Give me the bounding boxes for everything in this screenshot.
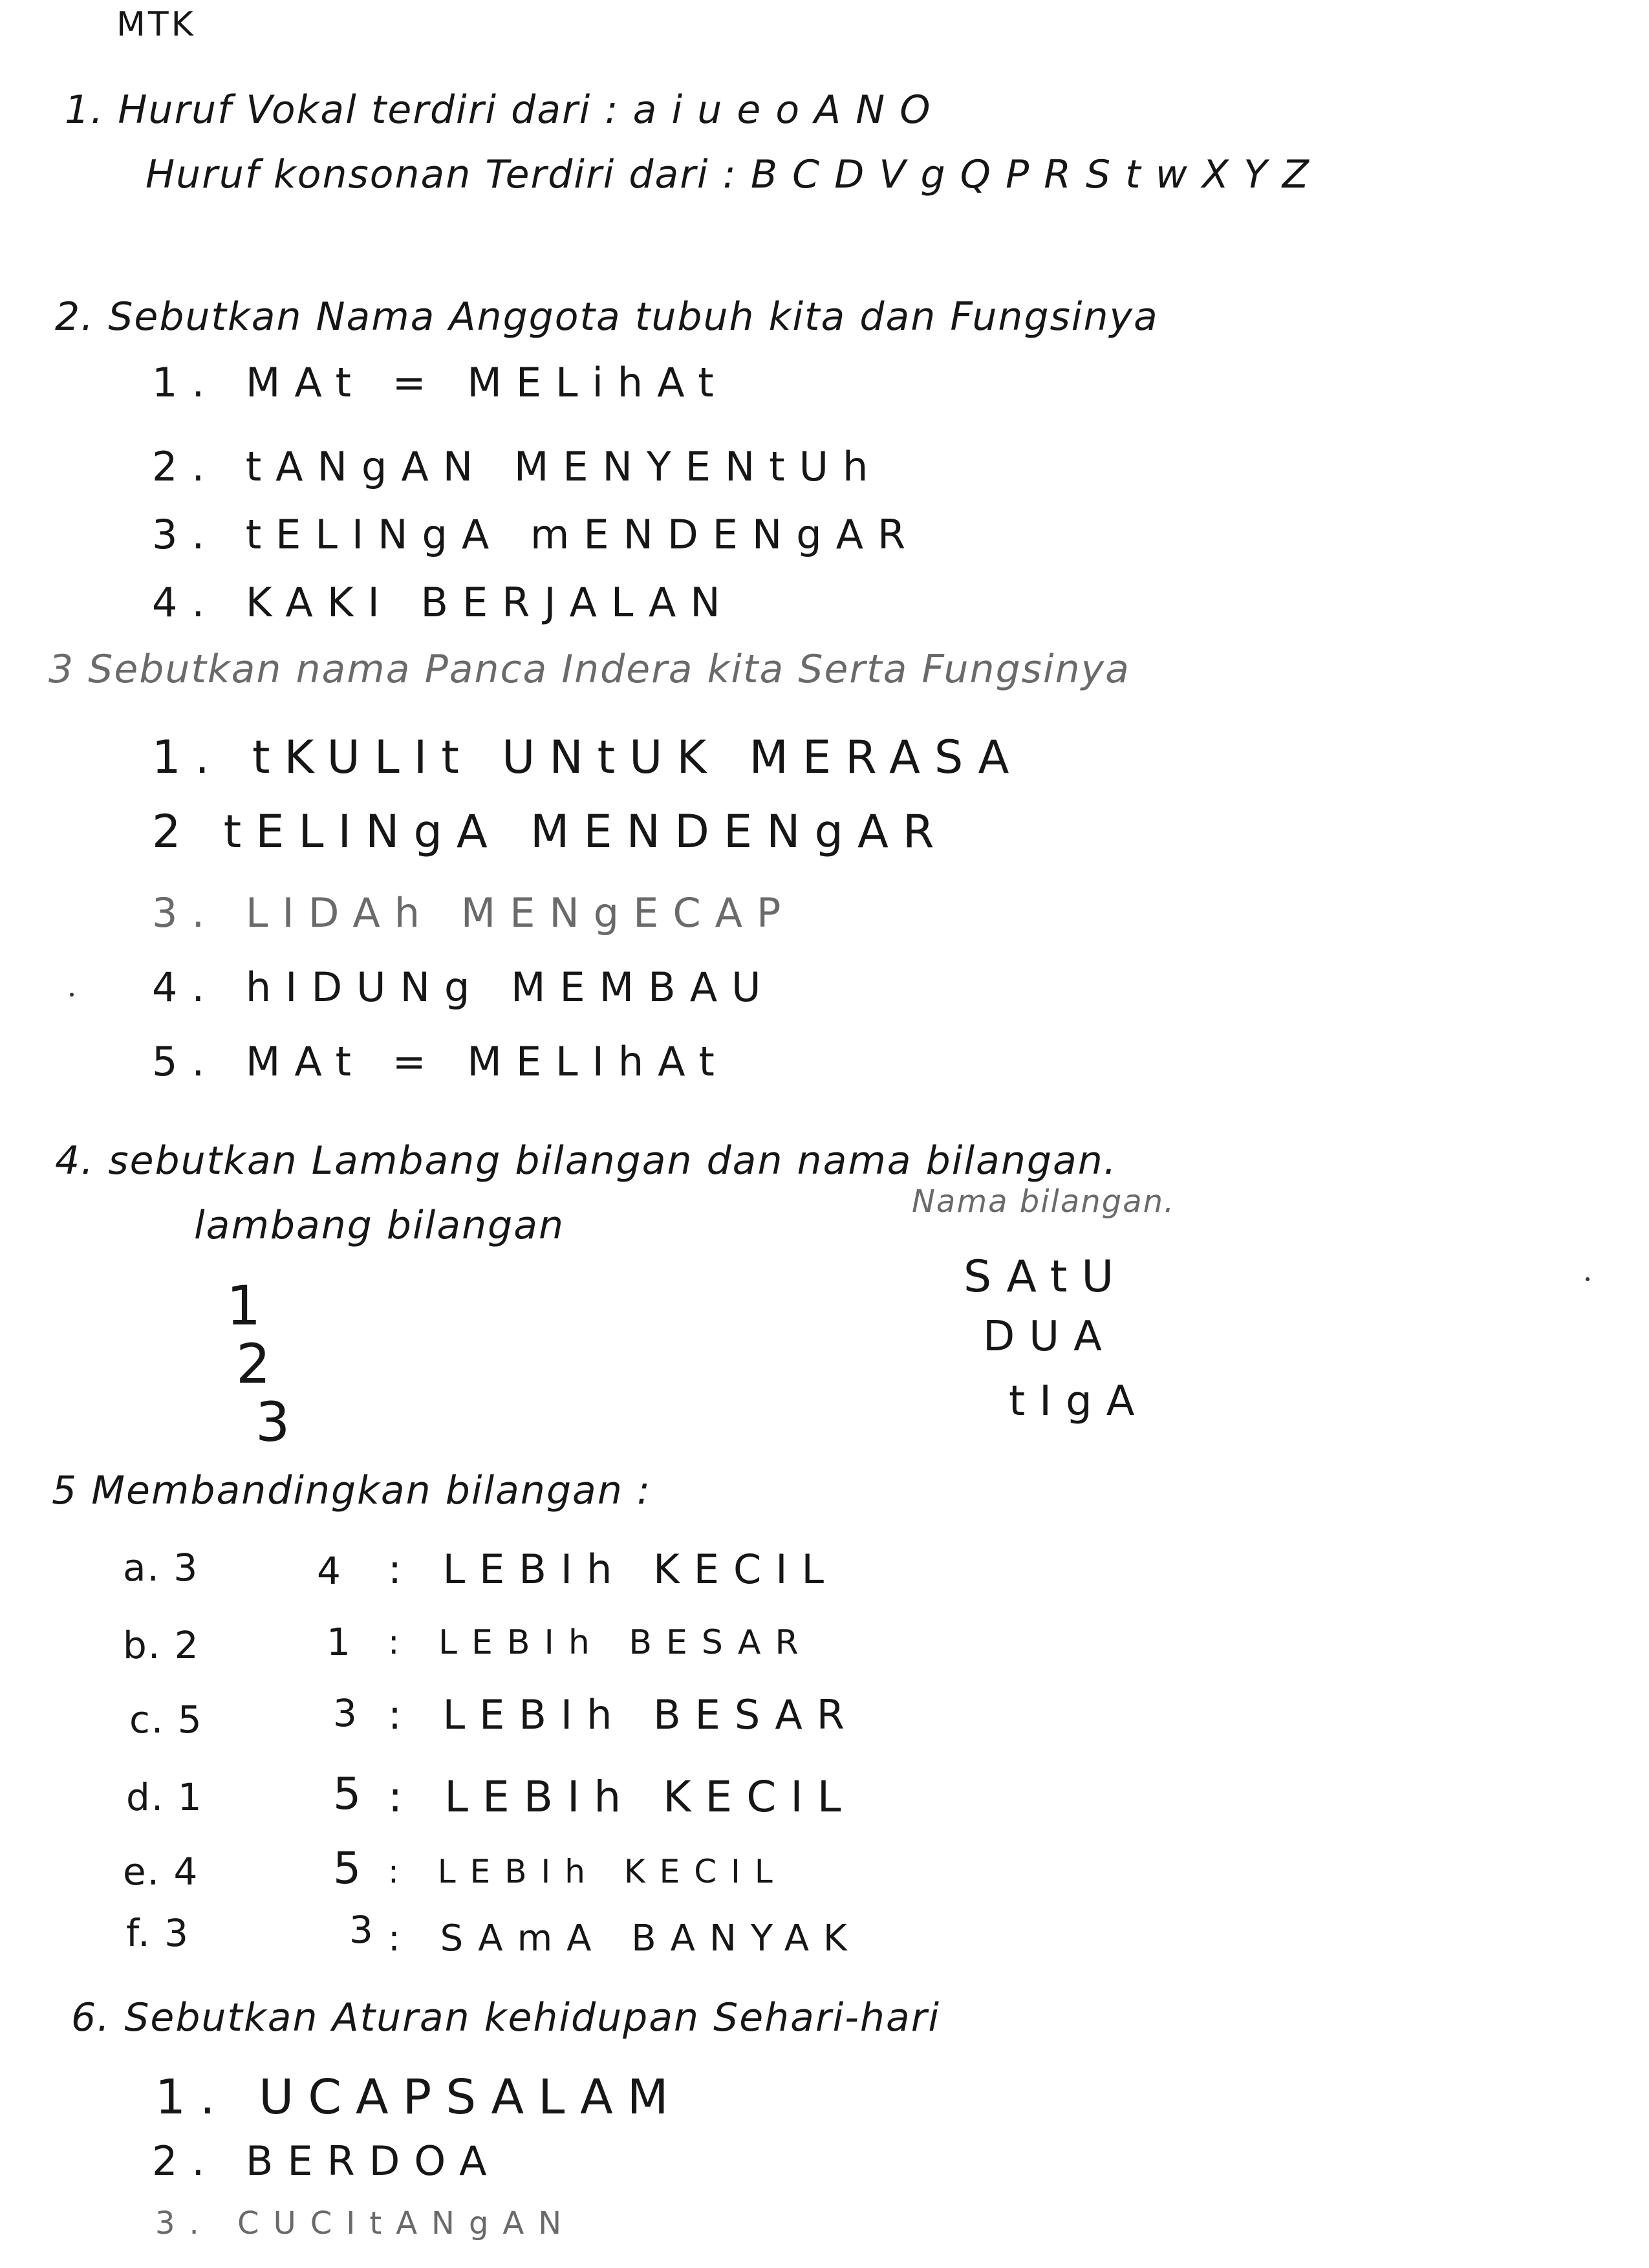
ink-dot [1586,1277,1590,1281]
q5-row-a-label: a. 3 [123,1546,199,1590]
q5-row-f-answer: : SAmA BANYAK [388,1917,861,1960]
q4-name-1: SAtU [964,1251,1128,1302]
q5-row-d-answer: : LEBIh KECIL [388,1772,856,1822]
q5-row-c-label: c. 5 [129,1698,203,1742]
q5-row-c-number: 3 [333,1691,358,1735]
q4-symbol-3: 3 [255,1390,292,1454]
q4-name-header: Nama bilangan. [912,1183,1176,1220]
q6-answer-3: 3. CUCItANgAN [155,2205,576,2241]
q5-row-e-answer: : LEBIh KECIL [388,1853,787,1890]
q6-answer-1: 1. UCAPSALAM [155,2069,683,2125]
q3-answer-2: 2 tELINgA MENDENgAR [152,805,949,858]
q3-answer-1: 1. tKULIt UNtUK MERASA [152,731,1024,784]
q2-answer-1: 1. MAt = MELihAt [152,359,728,406]
subject-heading: MTK [116,5,196,44]
q3-answer-4: 4. hIDUNg MEMBAU [152,964,775,1011]
ink-dot [70,993,74,997]
q5-row-c-answer: : LEBIh BESAR [388,1691,859,1738]
q1-consonants-line: Huruf konsonan Terdiri dari : B C D V g Q P R S t w X Y Z [146,152,1310,197]
q2-question: 2. Sebutkan Nama Anggota tubuh kita dan Fungsinya [55,294,1159,340]
q4-question: 4. sebutkan Lambang bilangan dan nama bilangan. [55,1138,1117,1183]
q2-answer-4: 4. KAKI BERJALAN [152,579,735,626]
q3-question: 3 Sebutkan nama Panca Indera kita Serta Fungsinya [48,647,1130,692]
q2-answer-2: 2. tANgAN MENYENtUh [152,443,883,490]
q3-answer-3: 3. LIDAh MENgECAP [152,889,795,936]
q5-row-a-number: 4 [317,1549,342,1593]
q5-row-d-number: 5 [333,1769,363,1820]
q6-answer-2: 2. BERDOA [152,2137,501,2185]
q5-row-f-number: 3 [349,1908,374,1952]
q5-row-e-number: 5 [333,1843,363,1894]
q4-name-3: tIgA [1009,1377,1149,1425]
q4-symbol-2: 2 [236,1332,272,1396]
q5-question: 5 Membandingkan bilangan : [52,1468,652,1513]
q5-row-a-answer: : LEBIh KECIL [388,1546,839,1593]
q3-answer-5: 5. MAt = MELIhAt [152,1038,729,1085]
q5-row-e-label: e. 4 [123,1850,199,1894]
q4-symbol-header: lambang bilangan [194,1203,565,1248]
q6-question: 6. Sebutkan Aturan kehidupan Sehari-hari [71,1995,941,2040]
q5-row-f-label: f. 3 [126,1911,189,1955]
q5-row-d-label: d. 1 [126,1775,203,1819]
q5-row-b-label: b. 2 [123,1623,200,1667]
q2-answer-3: 3. tELINgA mENDENgAR [152,511,920,558]
q4-name-2: DUA [983,1313,1116,1361]
q5-row-b-number: 1 [327,1620,352,1664]
q5-row-b-answer: : LEBIh BESAR [388,1623,813,1662]
q4-symbol-1: 1 [226,1274,263,1337]
q1-vowels-line: 1. Huruf Vokal terdiri dari : a i u e o A N O [65,87,932,133]
